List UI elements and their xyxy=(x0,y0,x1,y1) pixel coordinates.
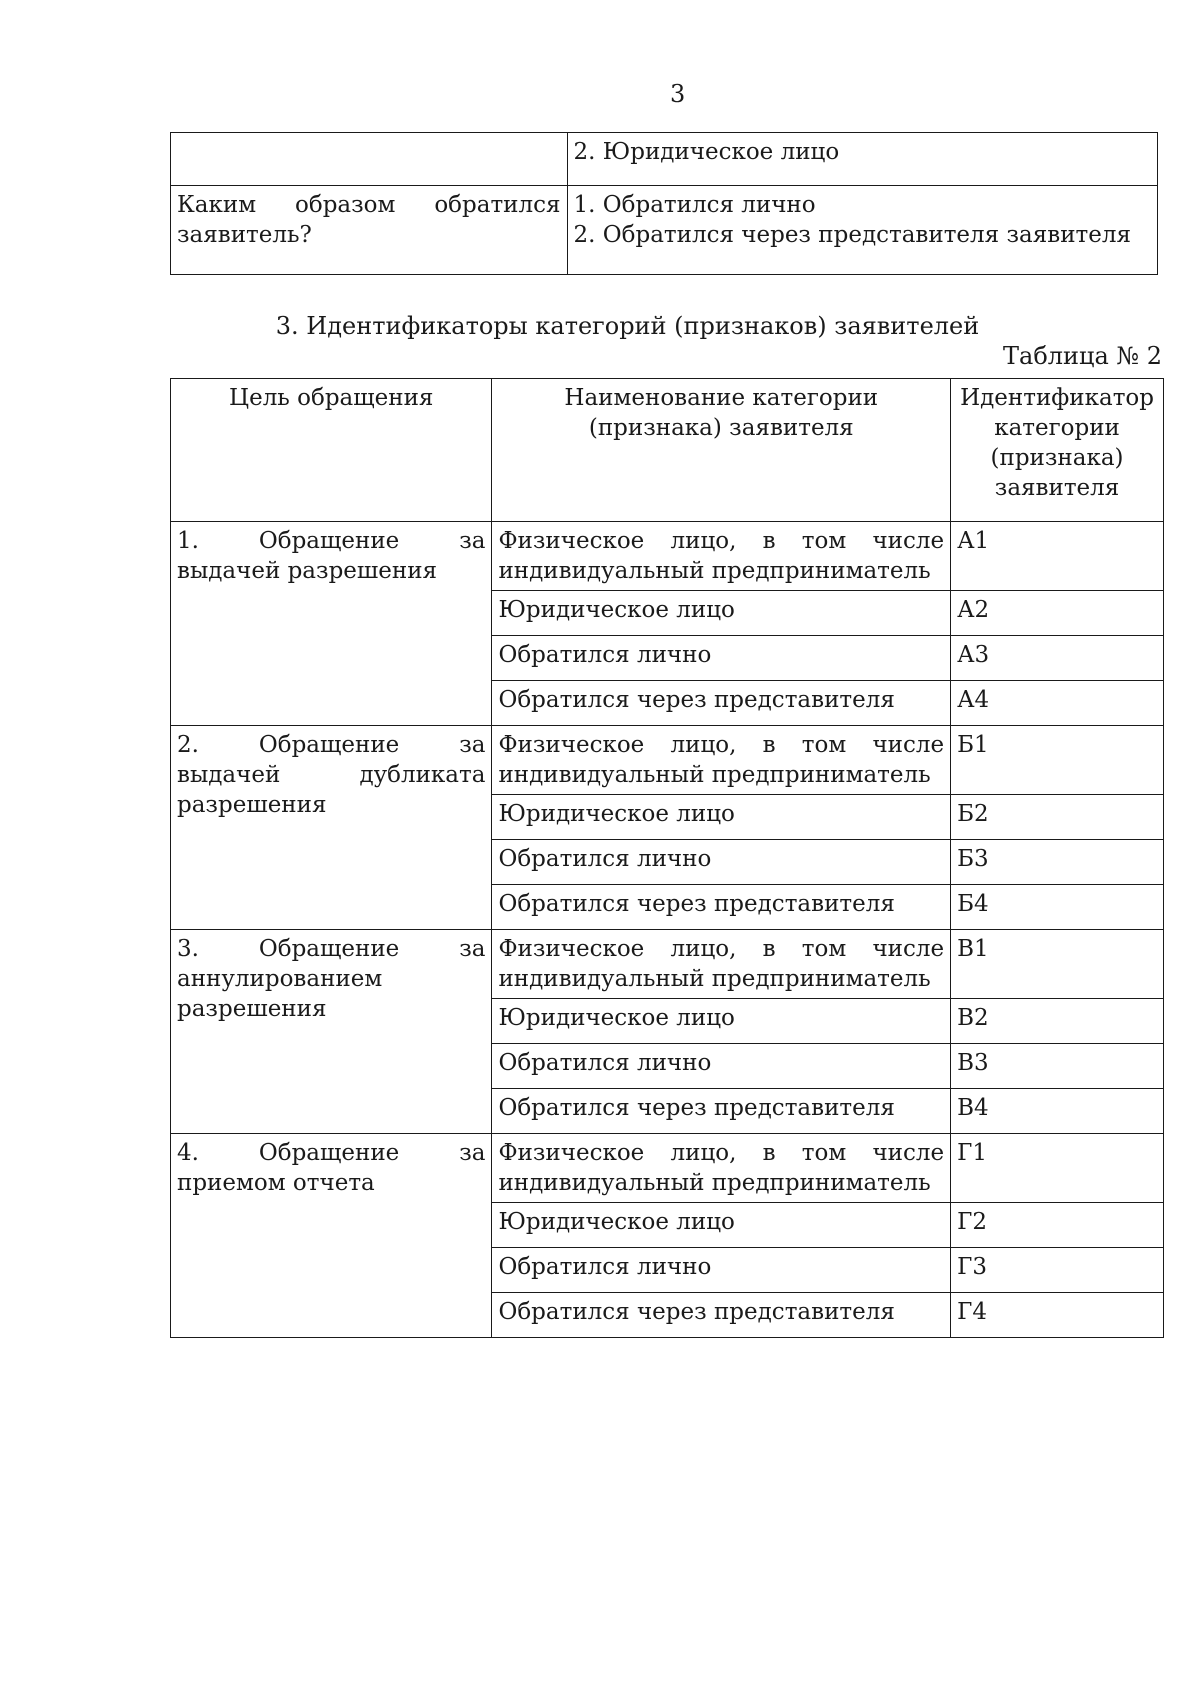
identifier-cell: В4 xyxy=(951,1089,1164,1134)
question-cell xyxy=(171,186,568,275)
identifier-cell: А4 xyxy=(951,681,1164,726)
identifier-cell: Г3 xyxy=(951,1248,1164,1293)
page-number: 3 xyxy=(670,80,686,108)
question-line xyxy=(177,190,561,220)
goal-word: за xyxy=(459,1140,486,1166)
goal-word: выдачей xyxy=(177,762,281,788)
goal-line xyxy=(177,526,485,556)
goal-word: Обращение xyxy=(258,936,400,962)
goal-cell xyxy=(171,1134,492,1338)
goal-line xyxy=(177,730,485,760)
table-row xyxy=(171,522,1164,591)
question-word: Каким xyxy=(177,192,257,218)
category-cell: Юридическое лицо xyxy=(492,999,951,1044)
table-row xyxy=(171,726,1164,795)
identifier-cell: В2 xyxy=(951,999,1164,1044)
identifier-cell: А3 xyxy=(951,636,1164,681)
identifier-cell: А1 xyxy=(951,522,1164,591)
question-cell xyxy=(171,133,568,186)
category-cell: Обратился через представителя xyxy=(492,1089,951,1134)
identifier-cell: Б1 xyxy=(951,726,1164,795)
category-cell: Юридическое лицо xyxy=(492,591,951,636)
goal-word: Обращение xyxy=(258,1140,400,1166)
identifier-cell: Г2 xyxy=(951,1203,1164,1248)
goal-word: 2. xyxy=(177,732,199,758)
answer-option: 2. Юридическое лицо xyxy=(573,139,840,165)
goal-word: дубликата xyxy=(359,762,486,788)
goal-word: за xyxy=(459,732,486,758)
identifier-cell: В1 xyxy=(951,930,1164,999)
table-caption: Таблица № 2 xyxy=(1003,342,1162,370)
goal-word: за xyxy=(459,528,486,554)
category-cell: Физическое лицо, в том числе индивидуальный предприниматель xyxy=(492,1134,951,1203)
category-cell: Обратился через представителя xyxy=(492,885,951,930)
category-cell: Обратился через представителя xyxy=(492,681,951,726)
header-goal: Цель обращения xyxy=(171,379,492,522)
applicant-type-table xyxy=(170,132,1158,275)
goal-cell xyxy=(171,726,492,930)
identifier-cell: Б4 xyxy=(951,885,1164,930)
goal-word: за xyxy=(459,936,486,962)
category-cell: Физическое лицо, в том числе индивидуальный предприниматель xyxy=(492,726,951,795)
goal-word: 3. xyxy=(177,936,199,962)
goal-word: Обращение xyxy=(258,732,400,758)
category-cell: Обратился лично xyxy=(492,1248,951,1293)
goal-line xyxy=(177,934,485,964)
answer-cell xyxy=(567,133,1157,186)
table-row xyxy=(171,930,1164,999)
table-row xyxy=(171,186,1158,275)
goal-line xyxy=(177,1138,485,1168)
identifier-cell: В3 xyxy=(951,1044,1164,1089)
category-cell: Обратился лично xyxy=(492,1044,951,1089)
identifier-cell: Б3 xyxy=(951,840,1164,885)
question-word: обратился xyxy=(434,192,561,218)
table-row xyxy=(171,133,1158,186)
category-cell: Обратился лично xyxy=(492,840,951,885)
goal-cell xyxy=(171,930,492,1134)
identifier-cell: Г4 xyxy=(951,1293,1164,1338)
table-row xyxy=(171,1134,1164,1203)
section-title: 3. Идентификаторы категорий (признаков) заявителей xyxy=(275,312,980,340)
goal-word: Обращение xyxy=(258,528,400,554)
answer-cell xyxy=(567,186,1157,275)
category-identifiers-table xyxy=(170,378,1164,1338)
header-identifier: Идентификатор категории (признака) заявителя xyxy=(951,379,1164,522)
answer-option: 2. Обратился через представителя заявителя xyxy=(573,222,1131,248)
goal-word: 4. xyxy=(177,1140,199,1166)
identifier-cell: Г1 xyxy=(951,1134,1164,1203)
identifier-cell: Б2 xyxy=(951,795,1164,840)
category-cell: Юридическое лицо xyxy=(492,795,951,840)
goal-line: разрешения xyxy=(177,792,327,818)
category-cell: Юридическое лицо xyxy=(492,1203,951,1248)
category-cell: Физическое лицо, в том числе индивидуальный предприниматель xyxy=(492,522,951,591)
category-cell: Физическое лицо, в том числе индивидуальный предприниматель xyxy=(492,930,951,999)
question-word: образом xyxy=(295,192,396,218)
table-header-row xyxy=(171,379,1164,522)
goal-line: выдачей разрешения xyxy=(177,558,438,584)
category-cell: Обратился через представителя xyxy=(492,1293,951,1338)
header-category: Наименование категории (признака) заявителя xyxy=(492,379,951,522)
identifier-cell: А2 xyxy=(951,591,1164,636)
goal-cell xyxy=(171,522,492,726)
question-line: заявитель? xyxy=(177,222,312,248)
goal-line: аннулированием разрешения xyxy=(177,966,383,1022)
answer-option: 1. Обратился лично xyxy=(573,192,816,218)
category-cell: Обратился лично xyxy=(492,636,951,681)
goal-line: приемом отчета xyxy=(177,1170,375,1196)
goal-line xyxy=(177,760,485,790)
goal-word: 1. xyxy=(177,528,199,554)
